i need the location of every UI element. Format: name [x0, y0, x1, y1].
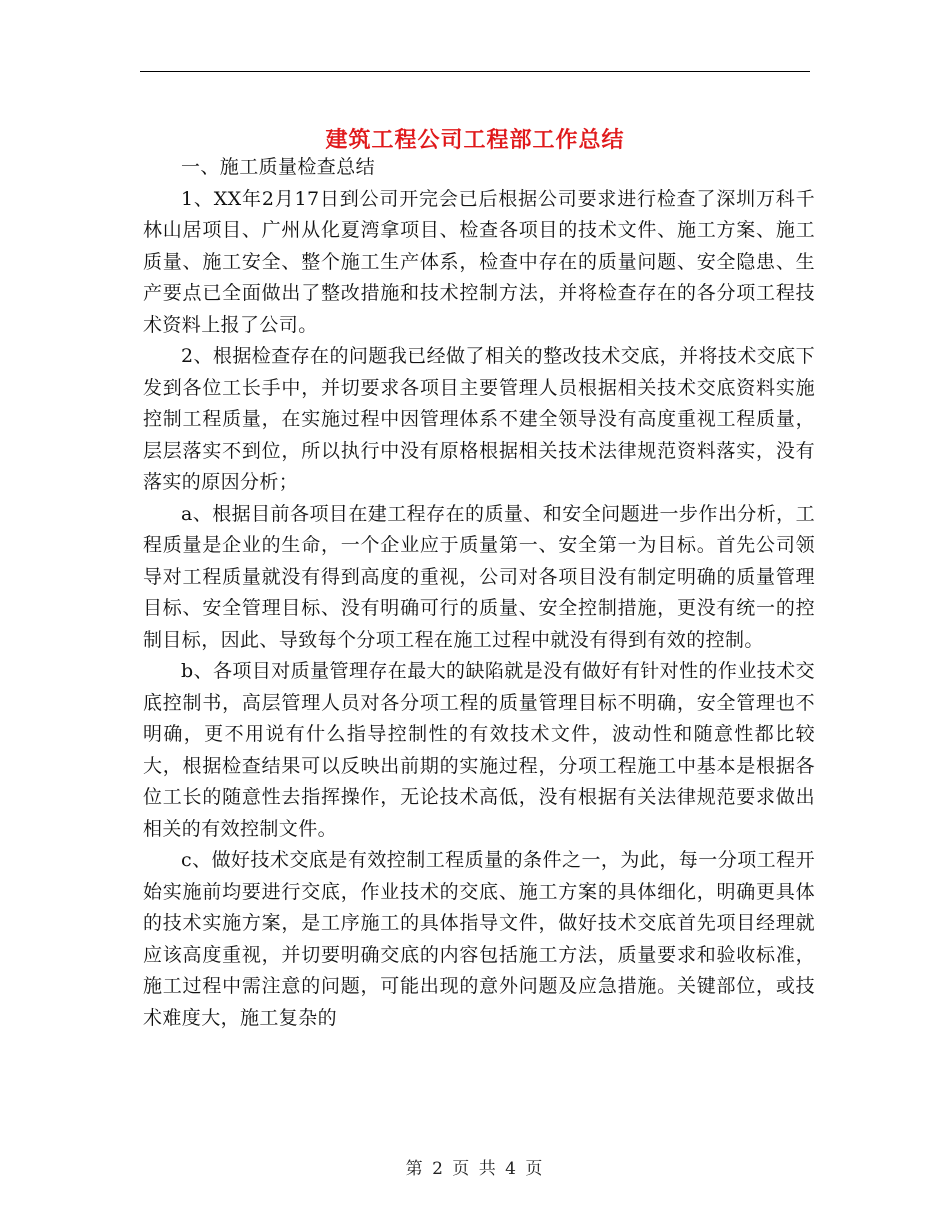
document-title: 建筑工程公司工程部工作总结 — [325, 127, 625, 153]
paragraph-1: 1、XX年2月17日到公司开完会已后根据公司要求进行检查了深圳万科千林山居项目、广州从化夏湾拿项目、检查各项目的技术文件、施工方案、施工质量、施工安全、整个施工生产体系，检查中存在的质量问题、安全隐患、生产要点已全面做出了整改措施和技术控制方法，并将检查存在的各分项工程技术资料上报了公司。 — [143, 187, 815, 336]
section-heading: 一、施工质量检查总结 — [181, 156, 376, 178]
paragraph-b: b、各项目对质量管理存在最大的缺陷就是没有做好有针对性的作业技术交底控制书，高层管理人员对各分项工程的质量管理目标不明确，安全管理也不明确，更不用说有什么指导控制性的有效技术文件，波动性和随意性都比较大，根据检查结果可以反映出前期的实施过程，分项工程施工中基本是根据各位工长的随意性去指挥操作，无论技术高低，没有根据有关法律规范要求做出相关的有效控制文件。 — [143, 660, 815, 840]
paragraph-a: a、根据目前各项目在建工程存在的质量、和安全问题进一步作出分析，工程质量是企业的生命，一个企业应于质量第一、安全第一为目标。首先公司领导对工程质量就没有得到高度的重视，公司对各项目没有制定明确的质量管理目标、安全管理目标、没有明确可行的质量、安全控制措施，更没有统一的控制目标，因此、导致每个分项工程在施工过程中就没有得到有效的控制。 — [143, 502, 815, 651]
paragraph-c: c、做好技术交底是有效控制工程质量的条件之一，为此，每一分项工程开始实施前均要进行交底，作业技术的交底、施工方案的具体细化，明确更具体的技术实施方案，是工序施工的具体指导文件，做好技术交底首先项目经理就应该高度重视，并切要明确交底的内容包括施工方法，质量要求和验收标准，施工过程中需注意的问题，可能出现的意外问题及应急措施。关键部位，或技术难度大，施工复杂的 — [143, 849, 815, 1029]
document-body — [143, 152, 815, 1034]
paragraph-2: 2、根据检查存在的问题我已经做了相关的整改技术交底，并将技术交底下发到各位工长手中，并切要求各项目主要管理人员根据相关技术交底资料实施控制工程质量，在实施过程中因管理体系不建全领导没有高度重视工程质量，层层落实不到位，所以执行中没有原格根据相关技术法律规范资料落实，没有落实的原因分析； — [143, 345, 815, 493]
header-rule — [140, 71, 810, 72]
page-number-footer: 第 2 页 共 4 页 — [405, 1159, 545, 1179]
